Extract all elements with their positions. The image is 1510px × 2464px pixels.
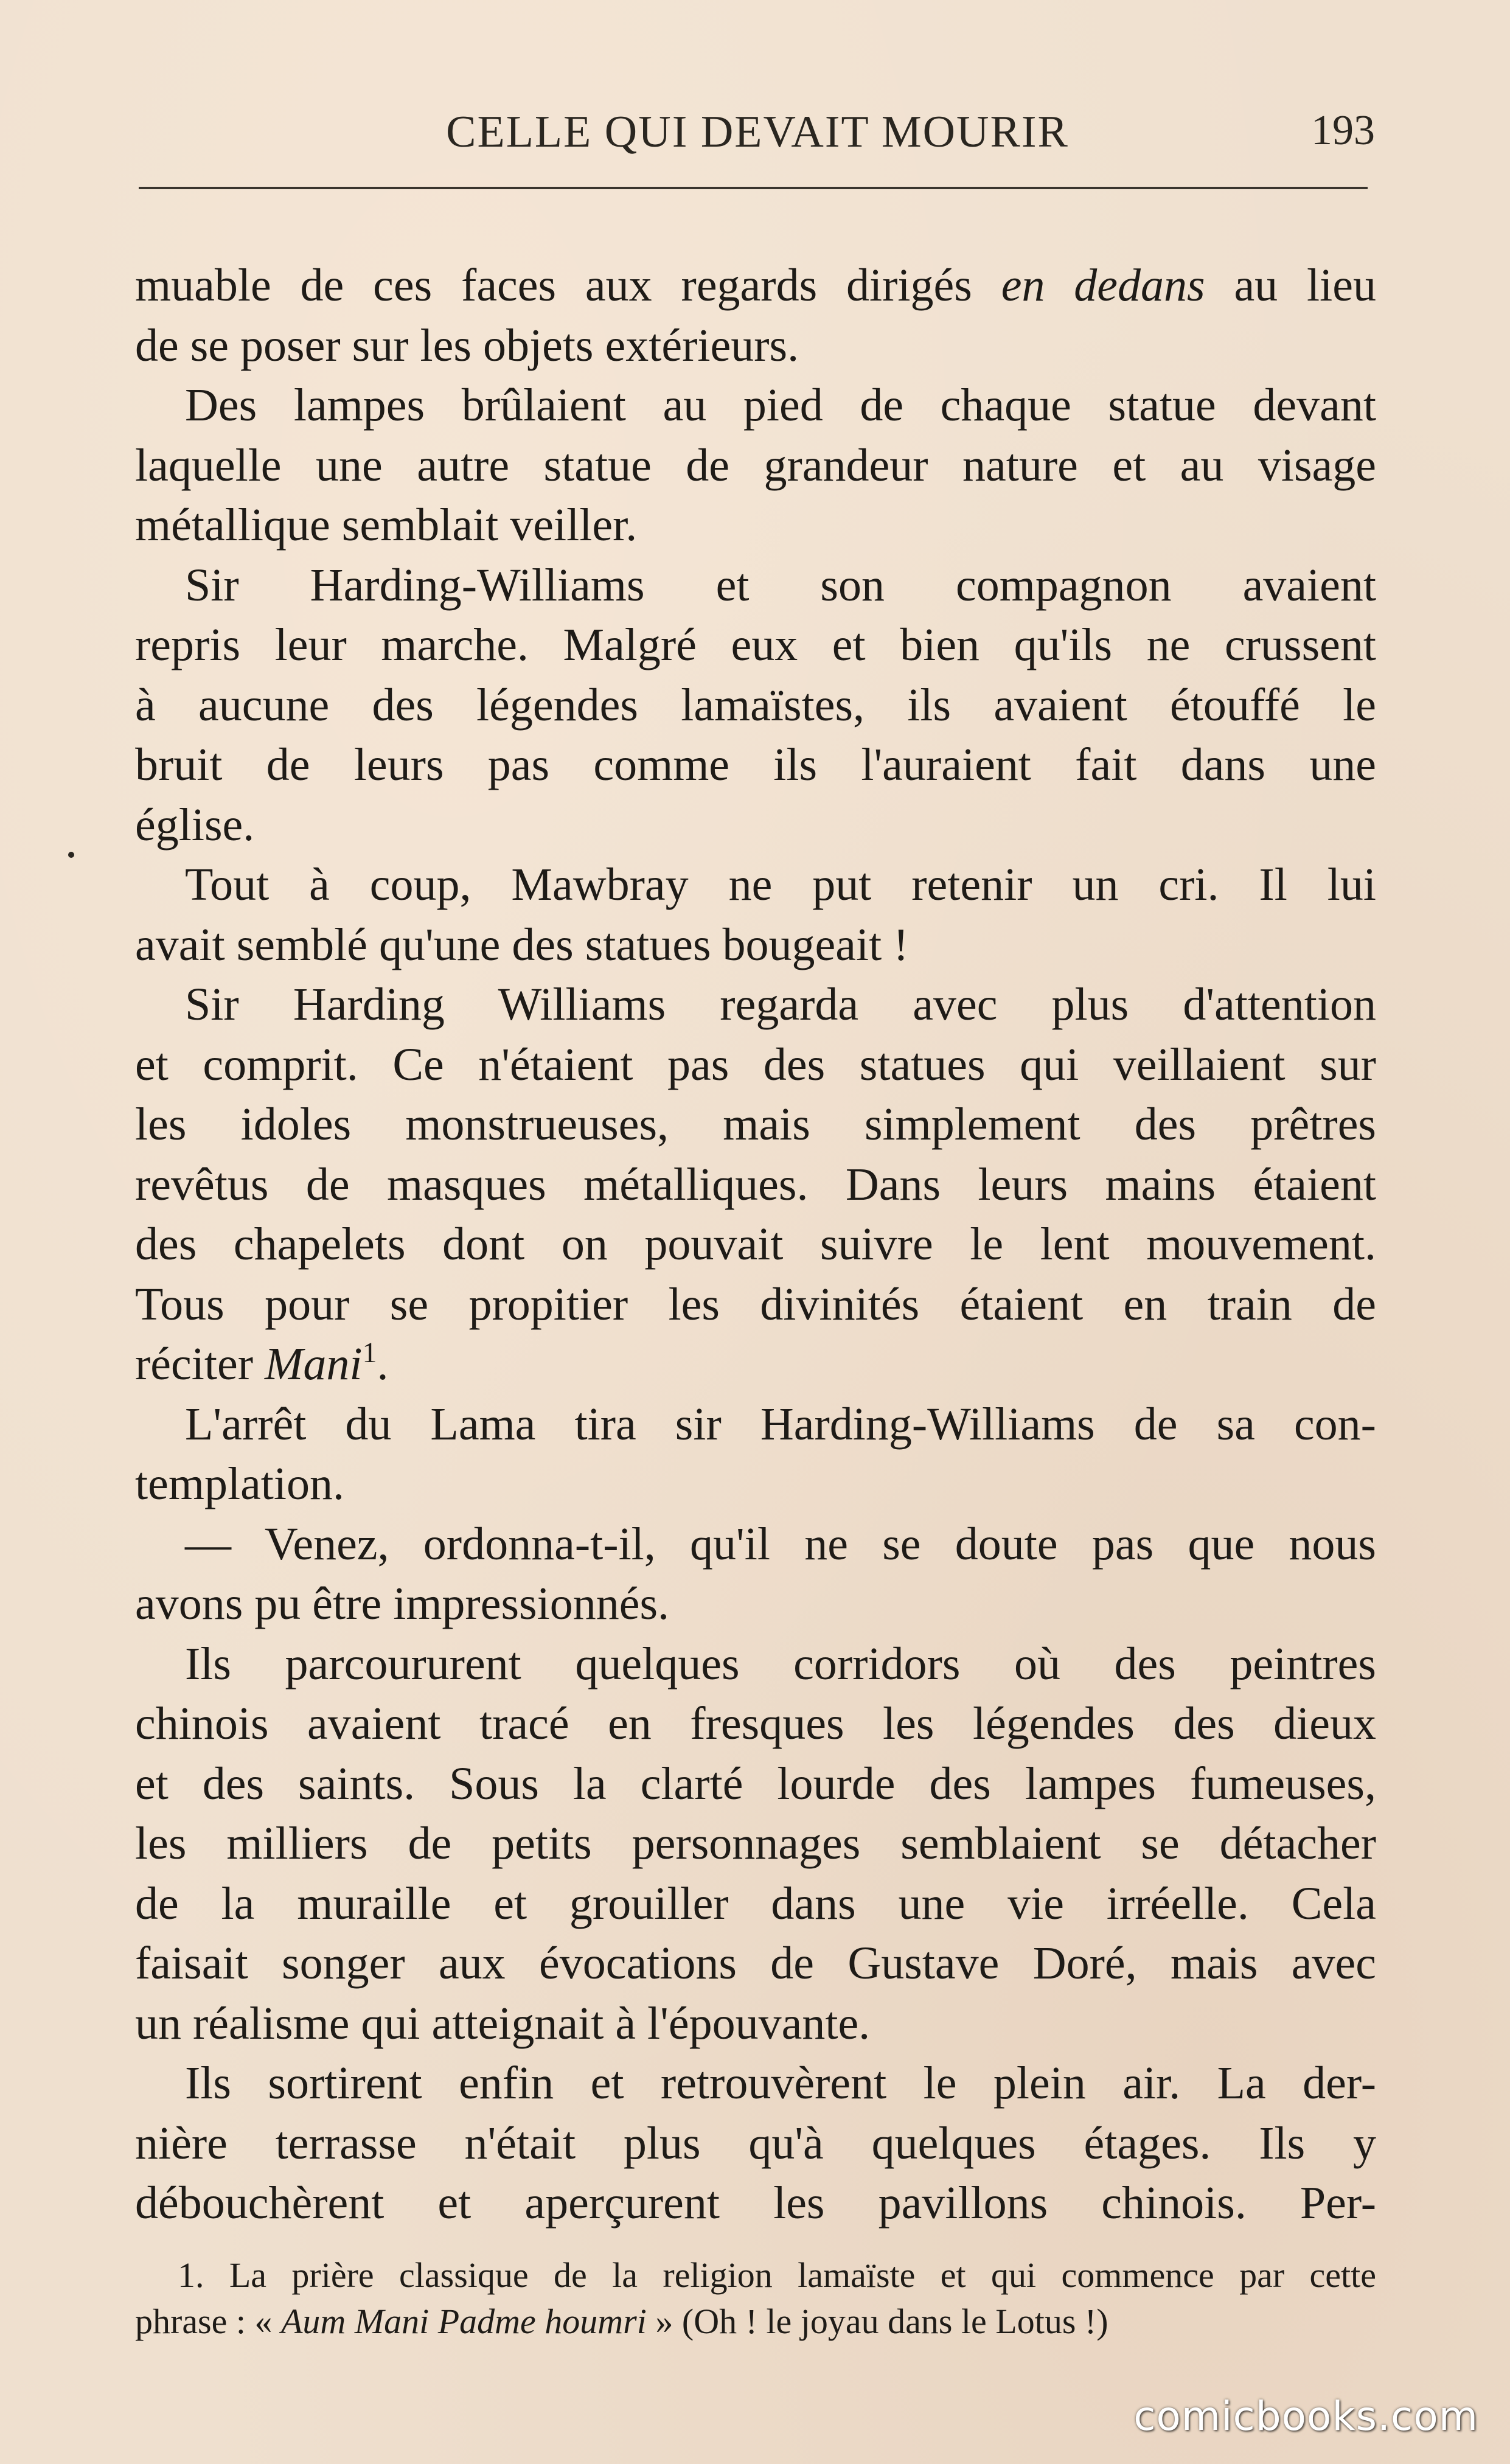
text-line (135, 855, 1376, 915)
text-line (135, 1754, 1376, 1814)
text-line (135, 975, 1376, 1035)
text-line (135, 2173, 1376, 2233)
text-line (135, 555, 1376, 616)
line-text: muable de ces faces aux regards dirigés (135, 260, 1001, 311)
header-rule (139, 187, 1368, 189)
line-text: . (377, 1338, 389, 1390)
text-line (135, 615, 1376, 675)
line-text: — Venez, ordonna-t-il, qu'il ne se doute pas que nous (185, 1518, 1376, 1570)
line-text: les idoles monstrueuses, mais simplement des prêtres (135, 1099, 1376, 1150)
body-text (135, 256, 1376, 2233)
watermark: comicbooks.com (1133, 2393, 1478, 2440)
text-line (135, 1454, 1376, 1514)
text-line (135, 1095, 1376, 1155)
line-text: templation. (135, 1458, 345, 1509)
line-text: un réalisme qui atteignait à l'épouvante. (135, 1997, 871, 2049)
line-text: et comprit. Ce n'étaient pas des statues qui veillaient sur (135, 1039, 1376, 1090)
line-text: et des saints. Sous la clarté lourde des lampes fumeuses, (135, 1758, 1376, 1809)
text-line (135, 1514, 1376, 1575)
line-text: Sir Harding Williams regarda avec plus d'attention (185, 979, 1376, 1030)
line-text: repris leur marche. Malgré eux et bien qu'ils ne crussent (135, 619, 1376, 670)
footnote-italic-text: Aum Mani Padme houmri (281, 2302, 647, 2341)
line-text: métallique semblait veiller. (135, 499, 638, 551)
text-line (135, 1394, 1376, 1455)
footnote-text: phrase : « (135, 2302, 281, 2341)
line-text: Ils sortirent enfin et retrouvèrent le plein air. La der- (185, 2058, 1376, 2109)
text-line (135, 375, 1376, 436)
text-line (135, 915, 1376, 975)
footnote-marker: 1 (362, 1337, 377, 1369)
text-line (135, 436, 1376, 496)
text-line (135, 495, 1376, 555)
text-line (135, 1035, 1376, 1095)
text-line (135, 1334, 1376, 1394)
running-head (140, 106, 1375, 161)
footnote (135, 2252, 1376, 2345)
running-title: CELLE QUI DEVAIT MOURIR (446, 107, 1069, 157)
line-text: avons pu être impressionnés. (135, 1578, 670, 1629)
italic-text: en dedans (1001, 260, 1205, 311)
text-line (135, 1634, 1376, 1694)
line-text: chinois avaient tracé en fresques les légendes des dieux (135, 1698, 1376, 1749)
line-text: L'arrêt du Lama tira sir Harding-Williams de sa con- (185, 1398, 1376, 1450)
text-line (135, 2053, 1376, 2114)
line-text: nière terrasse n'était plus qu'à quelques étages. Ils y (135, 2117, 1376, 2169)
line-text: Ils parcoururent quelques corridors où des peintres (185, 1638, 1376, 1690)
line-text: faisait songer aux évocations de Gustave Doré, mais avec (135, 1938, 1376, 1989)
text-line (135, 675, 1376, 736)
line-text: Tous pour se propitier les divinités étaient en train de (135, 1278, 1376, 1330)
text-line (135, 1994, 1376, 2054)
line-text: Sir Harding-Williams et son compagnon avaient (185, 559, 1376, 611)
text-line (135, 1214, 1376, 1275)
line-text: réciter (135, 1338, 265, 1390)
line-text: bruit de leurs pas comme ils l'auraient fait dans une (135, 739, 1376, 790)
line-text: au lieu (1205, 260, 1376, 311)
line-text: avait semblé qu'une des statues bougeait ! (135, 919, 909, 970)
text-line (135, 735, 1376, 795)
page-number: 193 (1311, 107, 1375, 154)
text-line (135, 1933, 1376, 1994)
line-text: Des lampes brûlaient au pied de chaque statue devant (185, 380, 1376, 431)
text-line (135, 2114, 1376, 2174)
line-text: revêtus de masques métalliques. Dans leurs mains étaient (135, 1158, 1376, 1210)
text-line (135, 795, 1376, 855)
line-text: de se poser sur les objets extérieurs. (135, 319, 799, 371)
line-text: à aucune des légendes lamaïstes, ils avaient étouffé le (135, 679, 1376, 731)
text-line (135, 316, 1376, 376)
text-line (135, 1275, 1376, 1335)
line-text: laquelle une autre statue de grandeur nature et au visage (135, 439, 1376, 491)
footnote-line (135, 2299, 1376, 2345)
text-line (135, 1574, 1376, 1634)
line-text: les milliers de petits personnages semblaient se détacher (135, 1818, 1376, 1869)
footnote-text: » (Oh ! le joyau dans le Lotus !) (646, 2302, 1108, 2341)
line-text: débouchèrent et aperçurent les pavillons chinois. Per- (135, 2177, 1376, 2229)
text-line (135, 256, 1376, 316)
line-text: des chapelets dont on pouvait suivre le lent mouvement. (135, 1219, 1376, 1270)
text-line (135, 1814, 1376, 1874)
italic-text: Mani (265, 1338, 363, 1390)
text-line (135, 1155, 1376, 1215)
text-line (135, 1874, 1376, 1934)
line-text: de la muraille et grouiller dans une vie irréelle. Cela (135, 1878, 1376, 1929)
line-text: église. (135, 799, 255, 851)
ink-speck (68, 852, 74, 858)
line-text: Tout à coup, Mawbray ne put retenir un cri. Il lui (185, 859, 1376, 910)
footnote-line: 1. La prière classique de la religion lamaïste et qui commence par cette (178, 2255, 1376, 2295)
text-line (135, 1694, 1376, 1754)
